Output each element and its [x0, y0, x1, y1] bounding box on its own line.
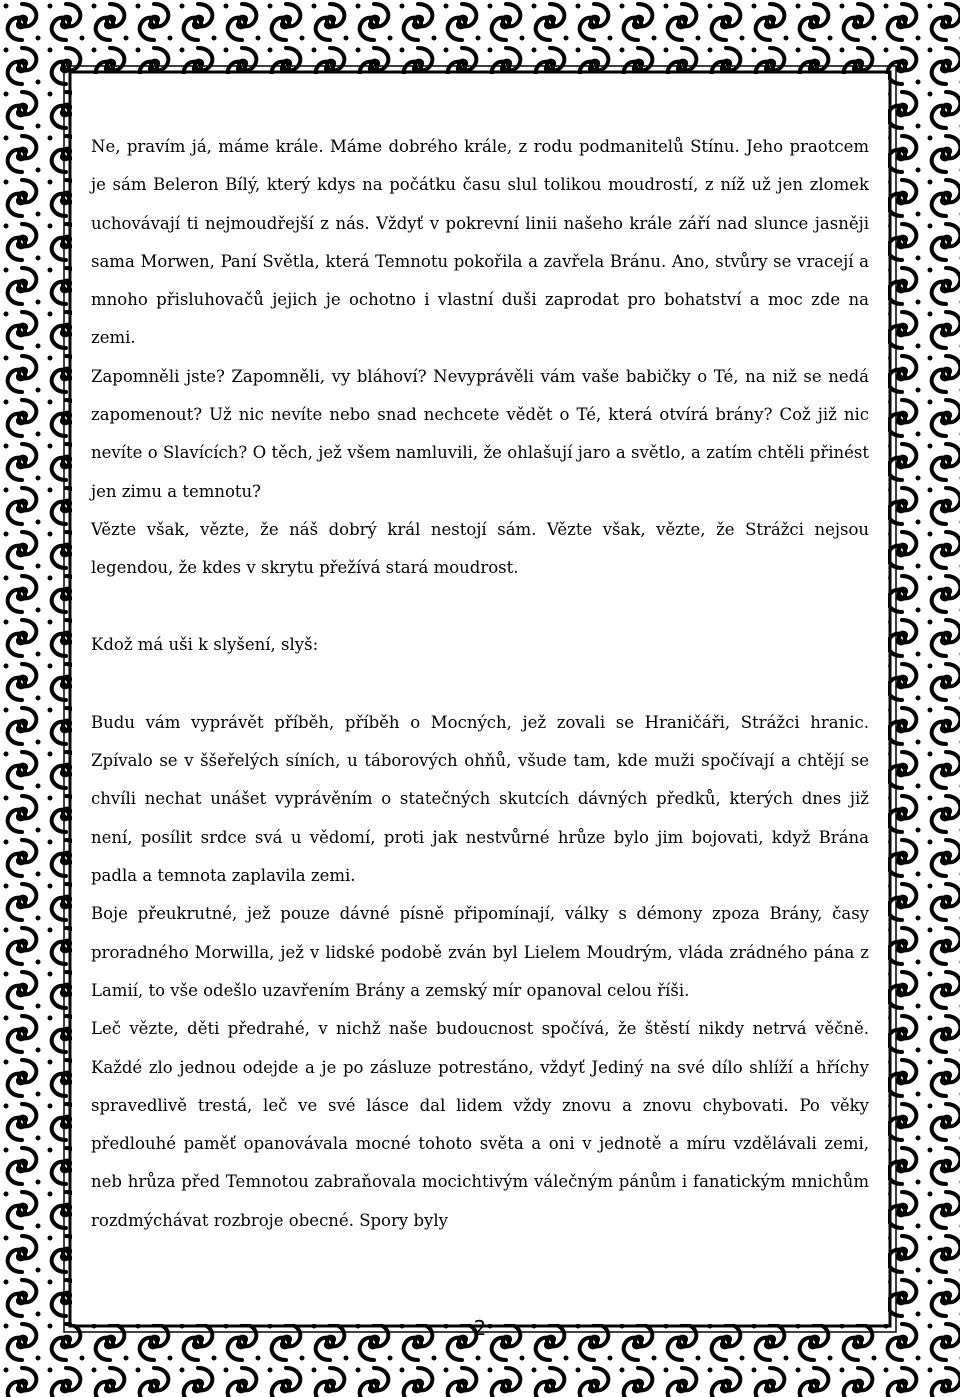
paragraph-4: Kdož má uši k slyšení, slyš:: [91, 634, 319, 654]
page-number: 2: [473, 1316, 487, 1340]
paragraph-3: Vězte však, vězte, že náš dobrý král nestojí sám. Vězte však, vězte, že Strážci nejsou legendou, že kdes v skrytu přežívá stará moudrost.: [91, 519, 869, 578]
paragraph-5: Budu vám vyprávět příběh, příběh o Mocných, jež zovali se Hraničáři, Strážci hranic. Zpívalo se v ššeřelých síních, u táborových ohňů, všude tam, kde muži spočívají a chtějí se chvíli nechat unášet vyprávěním o statečných skutcích dávných předků, kterých dnes již není, posílit srdce svá u vědomí, proti jak nestvůrné hrůze bylo jim bojovati, když Brána padla a temnota zaplavila zemi.: [91, 712, 869, 886]
paragraph-7: Leč vězte, děti předrahé, v nichž naše budoucnost spočívá, že štěstí nikdy netrvá věčně. Každé zlo jednou odejde a je po zásluze potrestáno, vždyť Jediný na své dílo shlíží a hříchy spravedlivě trestá, leč ve své lásce dal lidem vždy znovu a znovu chybovati. Po věky předlouhé paměť opanovávala mocné tohoto světa a oni v jednotě a míru vzdělávali zemi, neb hrůza před Temnotou zabraňovala mocichtivým válečným pánům i fanatickým mnichům rozdmýchávat rozbroje obecné. Spory byly: [91, 1019, 869, 1230]
paragraph-2: Zapomněli jste? Zapomněli, vy bláhoví? Nevyprávěli vám vaše babičky o Té, na niž se nedá zapomenout? Už nic nevíte nebo snad nechcete vědět o Té, která otvírá brány? Což již nic nevíte o Slavících? O těch, jež všem namluvili, že ohlašují jaro a světlo, a zatím chtěli přinést jen zimu a temnotu?: [91, 366, 869, 501]
page-text: [91, 128, 869, 1240]
paragraph-6: Boje přeukrutné, jež pouze dávné písně připomínají, války s démony zpoza Brány, časy proradného Morwilla, jež v lidské podobě zván byl Lielem Moudrým, vláda zrádného pána z Lamií, to vše odešlo uzavřením Brány a zemský mír opanoval celou říši.: [91, 904, 869, 1000]
paragraph-1: Ne, pravím já, máme krále. Máme dobrého krále, z rodu podmanitelů Stínu. Jeho praotcem je sám Beleron Bílý, který kdys na počátku času slul tolikou moudrostí, z níž už jen zlomek uchovávají ti nejmoudřejší z nás. Vždyť v pokrevní linii našeho krále září nad slunce jasněji sama Morwen, Paní Světla, která Temnotu pokořila a zavřela Bránu. Ano, stvůry se vracejí a mnoho přisluhovačů jejich je ochotno i vlastní duši zaprodat pro bohatství a moc zde na zemi.: [91, 137, 869, 348]
